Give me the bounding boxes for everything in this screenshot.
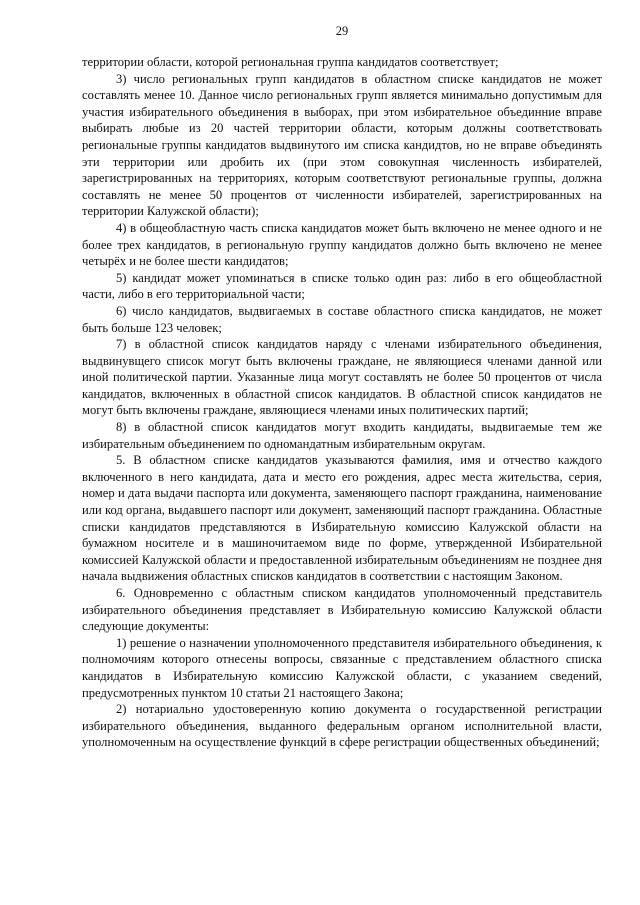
paragraph-section-5: 5. В областном списке кандидатов указываются фамилия, имя и отчество каждого включенного в него кандидата, дата и место его рождения, адрес места жительства, серия, номер и дата выдачи паспорта или документа, заменяющего паспорт гражданина, наименование или код органа, выдавшего паспорт или документ, заменяющий паспорт гражданина. Областные списки кандидатов представляются в Избирательную комиссию Калужской области на бумажном носителе и в машиночитаемом виде по форме, утвержденной Избирательной комиссией Калужской области и предоставленной избирательным объединениям не позднее дня начала выдвижения областных списков кандидатов в соответствии с настоящим Законом. (82, 453, 602, 584)
paragraph-item-6: 6) число кандидатов, выдвигаемых в составе областного списка кандидатов, не может быть больше 123 человек; (82, 303, 602, 335)
page-number: 29 (335, 24, 349, 38)
paragraph-item-4: 4) в общеобластную часть списка кандидатов может быть включено не менее одного и не более трех кандидатов, в региональную группу кандидатов должно быть включено не менее четырёх и не более шести кандидатов; (82, 220, 602, 269)
paragraph-doc-2: 2) нотариально удостоверенную копию документа о государственной регистрации избирательного объединения, выданного федеральным органом исполнительной власти, уполномоченным на осуществление функций в сфере регистрации общественных объединений; (82, 702, 602, 750)
paragraph-item-5: 5) кандидат может упоминаться в списке только один раз: либо в его общеобластной части, либо в его территориальной части; (82, 270, 602, 302)
paragraph-item-7: 7) в областной список кандидатов наряду с членами избирательного объединения, выдвинувщего список могут быть включены граждане, не являющиеся членами данной или иной политической партии. Указанные лица могут составлять не более 50 процентов от числа кандидатов, включенных в областной список кандидатов. В областной список кандидатов не могут быть включены граждане, являющиеся членами иных политических партий; (82, 337, 602, 418)
document-body (82, 54, 602, 751)
paragraph-continuation: территории области, которой региональная группа кандидатов соответствует; (82, 55, 499, 69)
paragraph-doc-1: 1) решение о назначении уполномоченного представителя избирательного объединения, к полномочиям которого отнесены вопросы, связанные с представлением областного списка кандидатов в Избирательную комиссию Калужской области, с указанием сведений, предусмотренных пунктом 10 статьи 21 настоящего Закона; (82, 635, 602, 700)
paragraph-section-6: 6. Одновременно с областным списком кандидатов уполномоченный представитель избирательного объединения представляет в Избирательную комиссию Калужской области следующие документы: (82, 586, 602, 634)
paragraph-item-8: 8) в областной список кандидатов могут входить кандидаты, выдвигаемые тем же избирательным объединением по одномандатным избирательным округам. (82, 420, 602, 451)
paragraph-item-3: 3) число региональных групп кандидатов в областном списке кандидатов не может составлять менее 10. Данное число региональных групп является минимально допустимым для участия избирательного объединения в выборах, при этом избирательное объединние вправе выбирать любые из 20 частей территории области, которым должны соответствовать региональные группы кандидатов выдвинутого им списка кандидтов, но не вправе объединять эти территории или дробить их (при этом совокупная численность избирателей, зарегистрированных на территориях, которым соответствуют региональные группы, должна составлять не менее 50 процентов от численности избирателей, зарегистрированных на территории Калужской области); (82, 71, 602, 219)
